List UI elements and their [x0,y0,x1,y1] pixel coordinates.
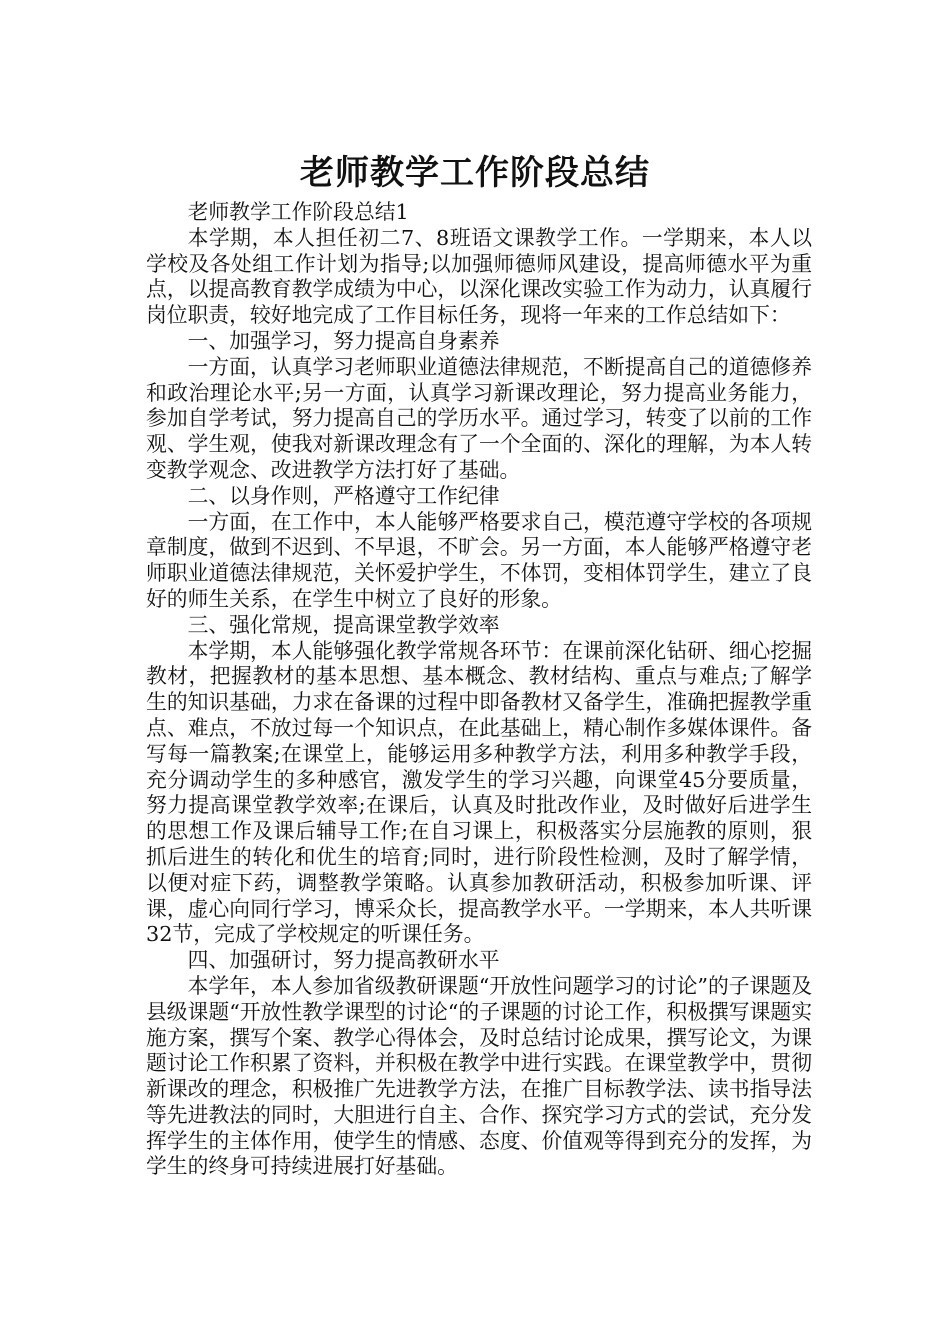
section-heading-4: 四、加强研讨，努力提高教研水平 [187,948,500,973]
paragraph-section-1: 一方面，认真学习老师职业道德法律规范，不断提高自己的道德修养和政治理论水平;另一方面，认真学习新课改理论，努力提高业务能力，参加自学考试，努力提高自己的学历水平。通过学习，转变了以前的工作观、学生观，使我对新课改理念有了一个全面的、深化的理解，为本人转变教学观念、改进教学方法打好了基础。 [146,354,812,482]
document-body [146,200,812,1180]
paragraph-subtitle: 老师教学工作阶段总结1 [187,200,409,224]
paragraph-intro: 本学期，本人担任初二7、8班语文课教学工作。一学期来，本人以学校及各处组工作计划为指导;以加强师德师风建设，提高师德水平为重点，以提高教育教学成绩为中心，以深化课改实验工作为动力，认真履行岗位职责，较好地完成了工作目标任务，现将一年来的工作总结如下： [146,225,812,328]
section-heading-1: 一、加强学习，努力提高自身素养 [187,328,500,353]
section-heading-2: 二、以身作则，严格遵守工作纪律 [187,483,500,508]
document-title: 老师教学工作阶段总结 [300,152,650,193]
paragraph-section-3: 本学期，本人能够强化教学常规各环节：在课前深化钻研、细心挖掘教材，把握教材的基本思想、基本概念、教材结构、重点与难点;了解学生的知识基础，力求在备课的过程中即备教材又备学生，准确把握教学重点、难点，不放过每一个知识点，在此基础上，精心制作多媒体课件。备写每一篇教案;在课堂上，能够运用多种教学方法，利用多种教学手段，充分调动学生的多种感官，激发学生的学习兴趣，向课堂45分要质量，努力提高课堂教学效率;在课后，认真及时批改作业，及时做好后进学生的思想工作及课后辅导工作;在自习课上，积极落实分层施教的原则，狠抓后进生的转化和优生的培育;同时，进行阶段性检测，及时了解学情，以便对症下药，调整教学策略。认真参加教研活动，积极参加听课、评课，虚心向同行学习，博采众长，提高教学水平。一学期来，本人共听课32节，完成了学校规定的听课任务。 [146,638,812,947]
paragraph-section-2: 一方面，在工作中，本人能够严格要求自己，模范遵守学校的各项规章制度，做到不迟到、不早退，不旷会。另一方面，本人能够严格遵守老师职业道德法律规范，关怀爱护学生，不体罚，变相体罚学生，建立了良好的师生关系，在学生中树立了良好的形象。 [146,509,812,611]
paragraph-section-4: 本学年，本人参加省级教研课题“开放性问题学习的讨论”的子课题及县级课题“开放性教学课型的讨论“的子课题的讨论工作，积极撰写课题实施方案，撰写个案、教学心得体会，及时总结讨论成果，撰写论文，为课题讨论工作积累了资料，并积极在教学中进行实践。在课堂教学中，贯彻新课改的理念，积极推广先进教学方法，在推广目标教学法、读书指导法等先进教法的同时，大胆进行自主、合作、探究学习方式的尝试，充分发挥学生的主体作用，使学生的情感、态度、价值观等得到充分的发挥，为学生的终身可持续进展打好基础。 [146,973,812,1179]
section-heading-3: 三、强化常规，提高课堂教学效率 [187,612,500,637]
